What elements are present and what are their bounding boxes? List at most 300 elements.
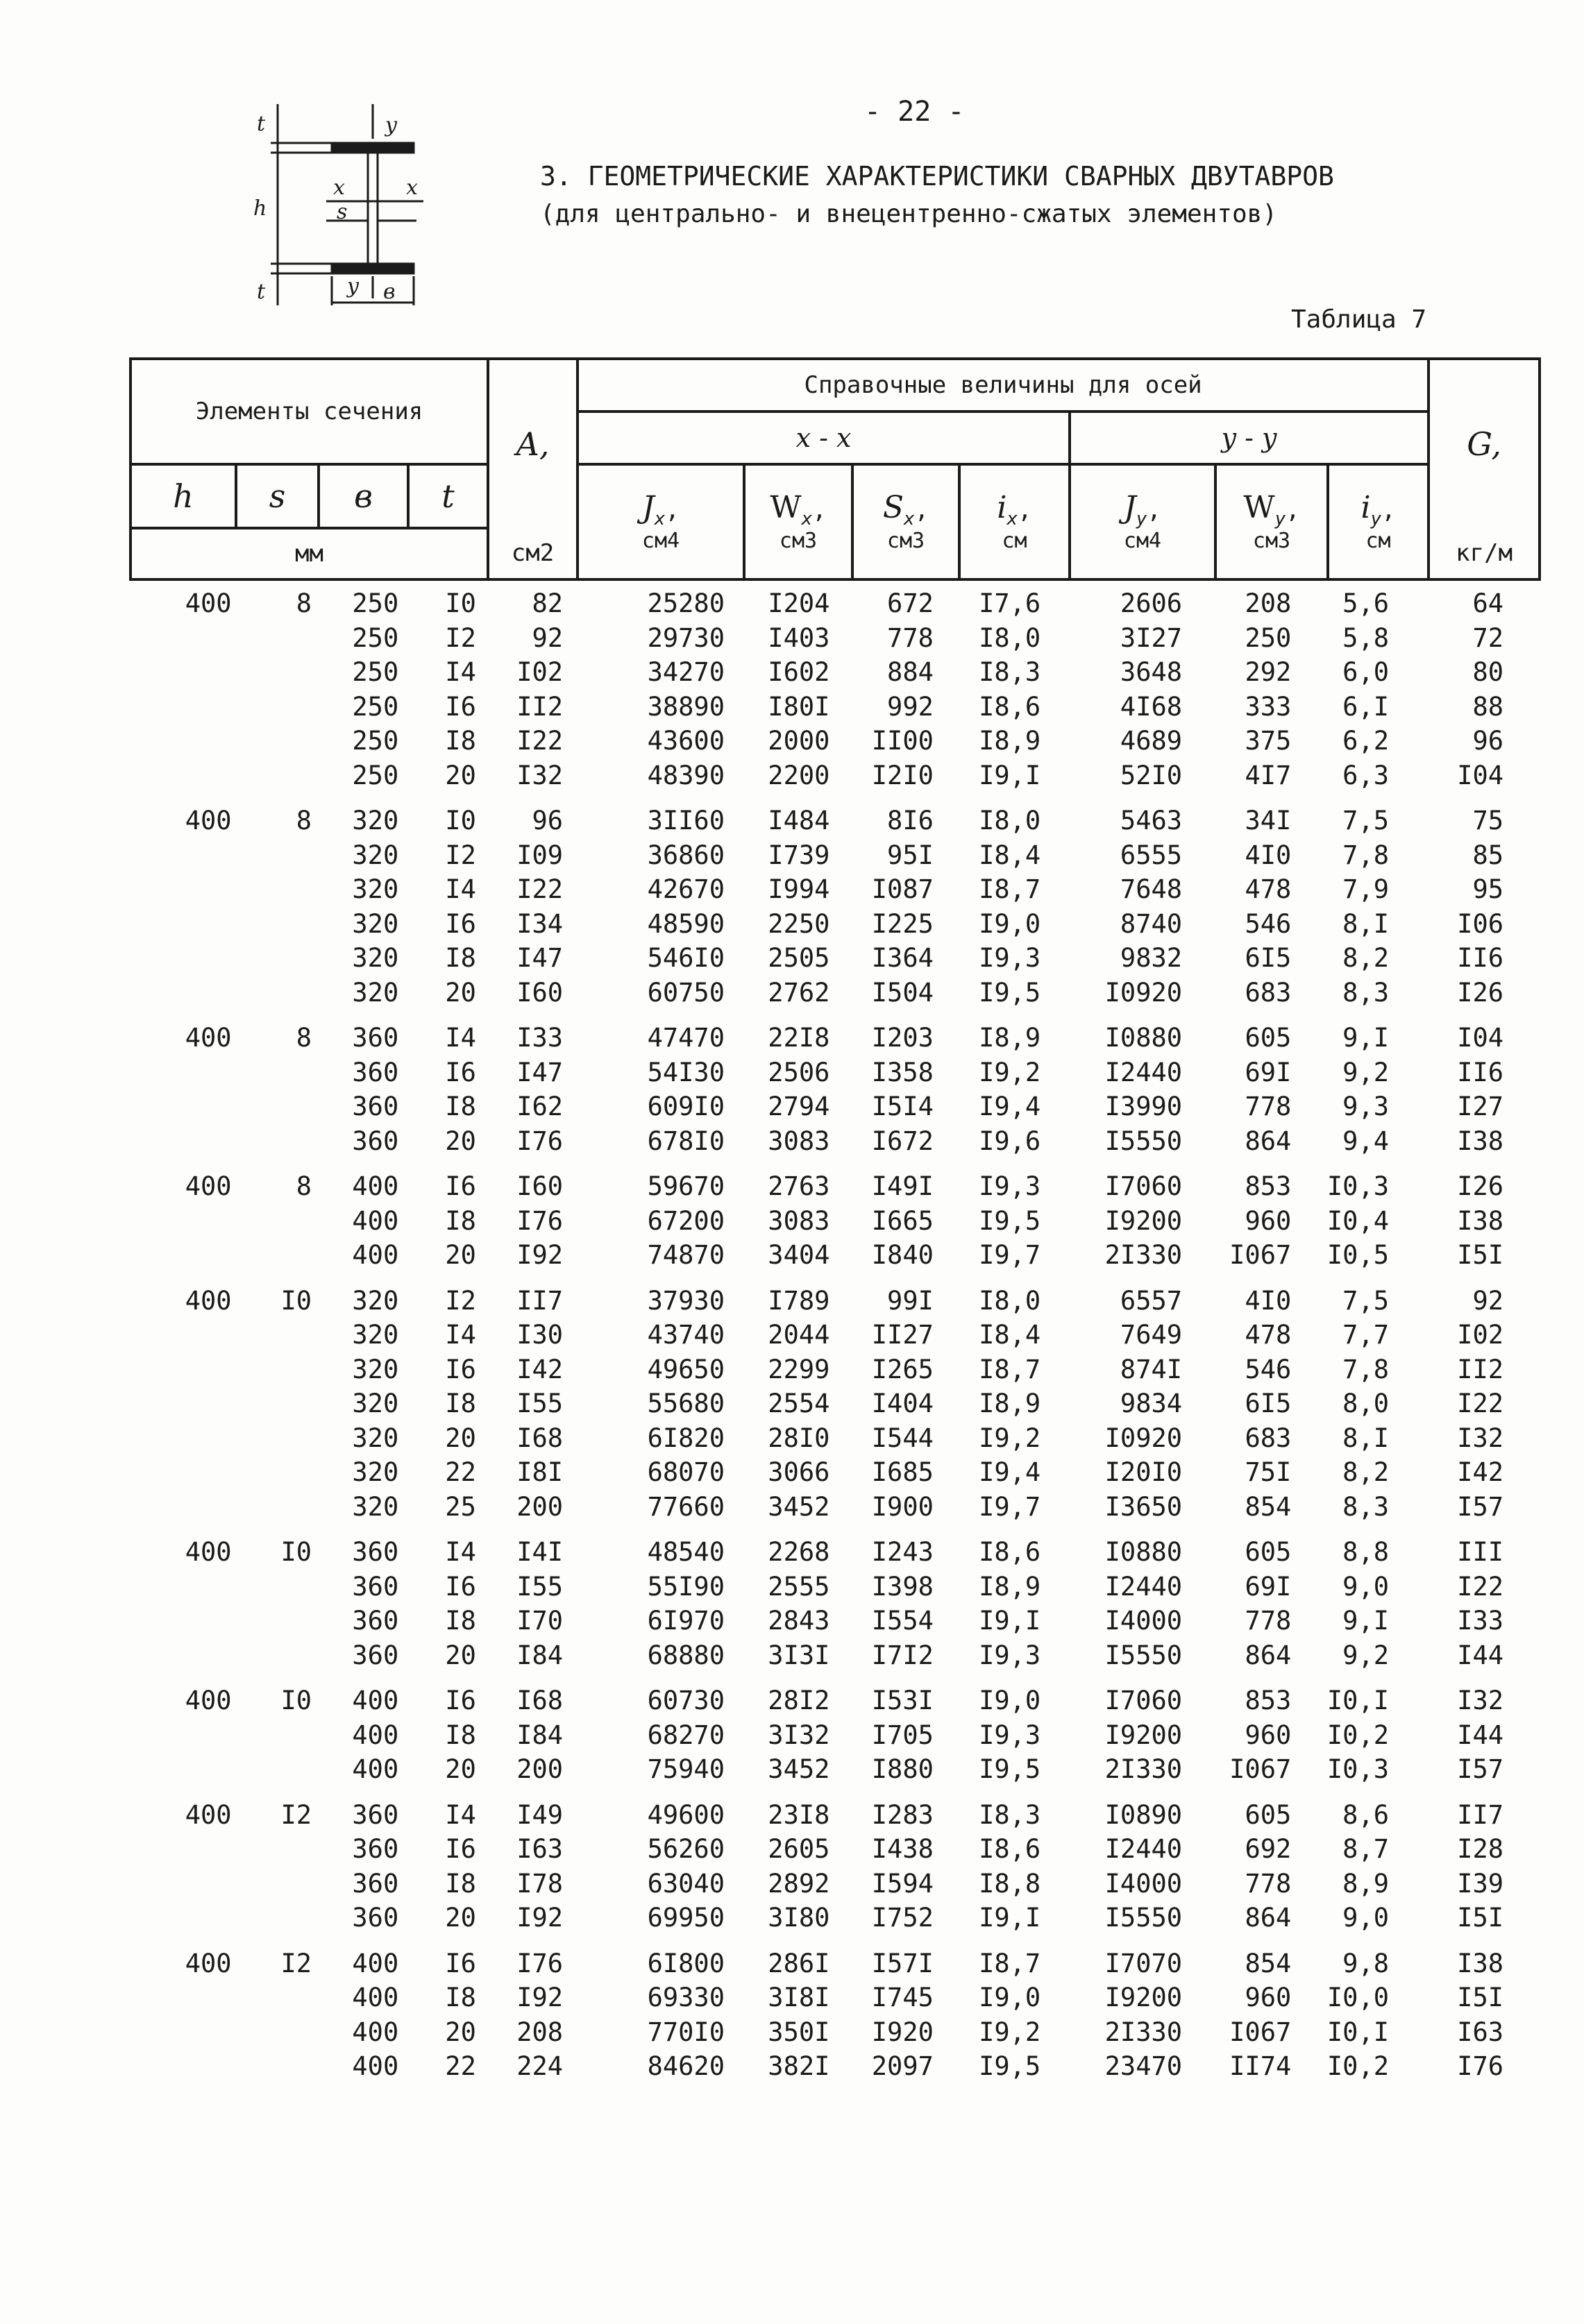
table-cell: I22 [516,874,564,905]
table-cell: I63 [516,1834,564,1865]
table-cell: 43600 [647,726,725,756]
header-ix: $i_x$, см [959,464,1070,579]
table-cell: I09 [516,840,564,870]
table-cell: 6,2 [1342,726,1389,756]
table-cell: 2I330 [1104,1754,1183,1785]
table-cell: 6,3 [1342,760,1389,790]
table-cell: I6 [445,1171,476,1202]
table-cell: 2605 [768,1834,830,1865]
table-cell: I840 [871,1240,934,1271]
table-cell: II74 [1229,2051,1292,2082]
table-cell: 9834 [1120,1389,1183,1419]
table-cell: I739 [768,840,830,870]
table-cell: I8,3 [979,1799,1041,1830]
table-cell: I3990 [1104,1092,1183,1122]
table-cell: I22 [1457,1571,1503,1602]
table-cell: 360 [352,1606,399,1636]
table-cell: 7649 [1120,1320,1183,1350]
table-cell: 400 [352,2017,399,2047]
table-cell: I067 [1229,1754,1292,1785]
table-cell: I2I0 [871,760,934,790]
header-axis-x: x - x [578,412,1070,464]
table-cell: I0880 [1104,1537,1183,1568]
table-cell: 3083 [768,1126,830,1156]
table-cell: I9,0 [979,908,1041,939]
table-cell: 82 [532,588,564,619]
table-cell: I9200 [1104,1983,1183,2013]
table-cell: I8,7 [979,874,1041,905]
table-cell: I6 [445,1948,476,1978]
table-cell: I9,I [979,1903,1041,1933]
table-cell: I9,6 [979,1126,1041,1156]
table-row [129,1490,1503,1525]
table-cell: 778 [1245,1868,1292,1899]
table-cell: 360 [352,1023,399,1053]
diagram-label-x-left: x [333,176,345,200]
table-cell: 6,0 [1342,657,1389,688]
table-row [129,1638,1503,1673]
table-cell: I594 [871,1868,934,1899]
table-cell: 350I [768,2017,830,2047]
table-cell: 320 [352,1491,399,1522]
table-cell: II7 [1457,1799,1503,1830]
table-cell: I920 [871,2017,934,2047]
diagram-label-t-bottom: t [257,280,266,304]
table-cell: 778 [887,622,934,653]
table-cell: I5550 [1104,1640,1183,1670]
table-cell: 2763 [768,1171,830,1202]
table-cell: 546 [1245,1354,1292,1384]
table-cell: 360 [352,1092,399,1122]
table-cell: 42670 [647,874,725,905]
table-cell: 208 [516,2017,564,2047]
table-cell: 375 [1245,726,1292,756]
table-cell: 63040 [647,1868,725,1899]
header-Sx: $S_x$, см3 [852,464,959,579]
table-cell: I76 [516,1948,564,1978]
table-cell: I0920 [1104,977,1183,1008]
table-cell: 75 [1472,806,1503,836]
table-cell: 3I8I [768,1983,830,2013]
table-row [129,1683,1503,1718]
table-cell: 9,3 [1342,1092,1389,1122]
header-unit-kgm: кг/м [1429,528,1540,579]
row-group [129,1683,1503,1787]
table-cell: I7I2 [871,1640,934,1670]
table-cell: 360 [352,1571,399,1602]
table-cell: I8 [445,1205,476,1236]
table-cell: I4 [445,1537,476,1568]
table-cell: I76 [516,1205,564,1236]
row-group [129,1946,1503,2084]
table-cell: 74870 [647,1240,725,1271]
table-row [129,1455,1503,1490]
table-cell: 8,0 [1342,1389,1389,1419]
table-row [129,758,1503,793]
table-cell: 874I [1120,1354,1183,1384]
table-cell: I76 [516,1126,564,1156]
table-cell: 2606 [1120,588,1183,619]
table-cell: 88 [1472,691,1503,722]
table-cell: 4I68 [1120,691,1183,722]
table-cell: 3066 [768,1457,830,1488]
row-group [129,1169,1503,1273]
table-cell: 400 [352,1205,399,1236]
table-cell: 20 [445,1423,476,1453]
table-cell: I994 [768,874,830,905]
table-cell: I8,9 [979,1023,1041,1053]
table-cell: I8 [445,1868,476,1899]
table-cell: I04 [1457,1023,1503,1053]
table-cell: 3404 [768,1240,830,1271]
table-row [129,907,1503,942]
table-cell: I32 [516,760,564,790]
table-cell: I44 [1457,1720,1503,1750]
table-cell: 8,2 [1342,1457,1389,1488]
table-cell: 320 [352,943,399,974]
table-cell: 9,0 [1342,1571,1389,1602]
table-row [129,690,1503,724]
table-cell: 8 [296,588,312,619]
table-cell: 25 [445,1491,476,1522]
table-cell: 2762 [768,977,830,1008]
table-cell: 5,8 [1342,622,1389,653]
table-cell: I283 [871,1799,934,1830]
table-cell: 69330 [647,1983,725,2013]
table-cell: 7,9 [1342,874,1389,905]
table-cell: I204 [768,588,830,619]
table-caption: Таблица 7 [1291,305,1427,334]
table-cell: 3452 [768,1754,830,1785]
table-cell: I8,6 [979,1537,1041,1568]
table-cell: I55 [516,1389,564,1419]
table-cell: I6 [445,1354,476,1384]
table-cell: 36860 [647,840,725,870]
table-cell: I6 [445,691,476,722]
table-cell: I68 [516,1423,564,1453]
table-row [129,1021,1503,1055]
table-cell: 683 [1245,977,1292,1008]
title-block [540,161,1334,228]
table-cell: I26 [1457,977,1503,1008]
table-cell: I8 [445,726,476,756]
table-cell: I789 [768,1285,830,1316]
table-cell: I22 [516,726,564,756]
table-cell: I8 [445,1092,476,1122]
table-cell: 400 [352,1948,399,1978]
table-row [129,724,1503,758]
diagram-label-b: в [383,280,396,304]
table-cell: 7,5 [1342,1285,1389,1316]
table-row [129,1832,1503,1867]
table-cell: I8I [516,1457,564,1488]
table-cell: I2 [280,1948,312,1978]
table-cell: I57 [1457,1491,1503,1522]
table-cell: I9,2 [979,1057,1041,1087]
table-cell: I745 [871,1983,934,2013]
table-cell: 382I [768,2051,830,2082]
table-cell: I78 [516,1868,564,1899]
header-t: t [408,464,488,528]
table-cell: I02 [1457,1320,1503,1350]
table-cell: 4I7 [1245,760,1292,790]
table-cell: 60730 [647,1686,725,1716]
table-cell: 864 [1245,1903,1292,1933]
table-cell: I4 [445,657,476,688]
table-row [129,1124,1503,1159]
table-row [129,1867,1503,1901]
header-unit-mm: мм [130,528,488,579]
table-cell: 320 [352,1457,399,1488]
table-cell: 20 [445,2017,476,2047]
table-header [129,357,1513,581]
table-cell: I84 [516,1720,564,1750]
table-cell: I9,4 [979,1092,1041,1122]
table-cell: I6 [445,1686,476,1716]
diagram-label-s: s [337,200,348,224]
table-cell: 75940 [647,1754,725,1785]
table-cell: 320 [352,977,399,1008]
table-row [129,1901,1503,1935]
table-cell: I0,I [1326,1686,1389,1716]
table-cell: I4 [445,1799,476,1830]
table-subtitle: (для центрально- и внецентренно-сжатых элементов) [540,200,1278,228]
table-cell: 85 [1472,840,1503,870]
table-cell: 286I [768,1948,830,1978]
table-cell: I38 [1457,1126,1503,1156]
table-cell: 23I8 [768,1799,830,1830]
table-cell: I8,0 [979,806,1041,836]
table-cell: 20 [445,1640,476,1670]
table-cell: I60 [516,977,564,1008]
table-cell: I9200 [1104,1205,1183,1236]
table-cell: 8,7 [1342,1834,1389,1865]
table-cell: 292 [1245,657,1292,688]
table-cell: 20 [445,1126,476,1156]
table-cell: II6 [1457,1057,1503,1087]
table-row [129,872,1503,907]
table-cell: I9,7 [979,1240,1041,1271]
table-cell: I39 [1457,1868,1503,1899]
table-cell: 75I [1245,1457,1292,1488]
table-cell: 250 [352,622,399,653]
table-cell: 320 [352,840,399,870]
table-cell: 2097 [871,2051,934,2082]
table-cell: I403 [768,622,830,653]
table-cell: II2 [1457,1354,1503,1384]
diagram-label-x-right: x [406,176,418,200]
table-cell: I4 [445,1320,476,1350]
table-cell: 3II60 [647,806,725,836]
table-cell: I225 [871,908,934,939]
table-cell: 692 [1245,1834,1292,1865]
table-cell: 250 [352,691,399,722]
table-cell: 95I [887,840,934,870]
table-cell: 400 [185,1948,232,1978]
table-row [129,941,1503,976]
table-cell: I55 [516,1571,564,1602]
table-cell: I63 [1457,2017,1503,2047]
table-cell: 853 [1245,1686,1292,1716]
table-cell: 884 [887,657,934,688]
row-group [129,586,1503,792]
table-cell: 5,6 [1342,588,1389,619]
table-cell: 20 [445,760,476,790]
table-cell: 200 [516,1754,564,1785]
diagram-label-y-bottom: y [347,274,359,298]
table-cell: I9,0 [979,1983,1041,2013]
table-cell: 8,9 [1342,1868,1389,1899]
table-cell: 9832 [1120,943,1183,974]
table-cell: 2506 [768,1057,830,1087]
table-cell: 80 [1472,657,1503,688]
table-cell: I9,5 [979,1205,1041,1236]
row-group [129,804,1503,1010]
table-cell: I9,4 [979,1457,1041,1488]
table-cell: 960 [1245,1983,1292,2013]
table-cell: I2 [445,840,476,870]
table-cell: I76 [1457,2051,1503,2082]
table-cell: 400 [185,806,232,836]
table-cell: 7,7 [1342,1320,1389,1350]
table-cell: 2843 [768,1606,830,1636]
table-cell: I9200 [1104,1720,1183,1750]
table-cell: 400 [185,1537,232,1568]
row-group [129,1798,1503,1935]
table-cell: I8,9 [979,1571,1041,1602]
table-cell: I5550 [1104,1903,1183,1933]
table-cell: 37930 [647,1285,725,1316]
table-row [129,621,1503,656]
table-cell: 56260 [647,1834,725,1865]
table-cell: 960 [1245,1205,1292,1236]
table-cell: 67200 [647,1205,725,1236]
table-cell: I9,3 [979,943,1041,974]
table-cell: 2I330 [1104,2017,1183,2047]
table-cell: 864 [1245,1126,1292,1156]
table-cell: I6 [445,908,476,939]
table-cell: I398 [871,1571,934,1602]
table-row [129,1570,1503,1604]
table-cell: I0,4 [1326,1205,1389,1236]
table-cell: I9,7 [979,1491,1041,1522]
table-cell: 2794 [768,1092,830,1122]
table-cell: 47470 [647,1023,725,1053]
table-cell: 8,3 [1342,1491,1389,1522]
table-row [129,1318,1503,1352]
table-cell: I80I [768,691,830,722]
table-cell: 208 [1245,588,1292,619]
table-cell: II6 [1457,943,1503,974]
table-cell: 2250 [768,908,830,939]
table-cell: I7070 [1104,1948,1183,1978]
table-cell: 360 [352,1126,399,1156]
table-cell: 478 [1245,1320,1292,1350]
table-cell: 250 [352,657,399,688]
table-cell: 250 [1245,622,1292,653]
table-cell: 320 [352,806,399,836]
table-cell: 546 [1245,908,1292,939]
table-cell: I6 [445,1571,476,1602]
table-cell: 992 [887,691,934,722]
table-cell: I57I [871,1948,934,1978]
header-Wy: $W_y$, см3 [1215,464,1328,579]
table-cell: I53I [871,1686,934,1716]
table-cell: 7648 [1120,874,1183,905]
table-cell: I203 [871,1023,934,1053]
table-cell: 8,I [1342,908,1389,939]
table-cell: I57 [1457,1754,1503,1785]
row-group [129,1021,1503,1158]
table-cell: I06 [1457,908,1503,939]
page-number: - 22 - [864,96,965,128]
header-Jx: $J_x$, см4 [578,464,744,579]
table-cell: I60 [516,1171,564,1202]
table-cell: I4 [445,874,476,905]
table-cell: I2440 [1104,1571,1183,1602]
table-cell: 605 [1245,1799,1292,1830]
table-cell: 20 [445,1240,476,1271]
table-cell: 400 [352,1983,399,2013]
table-cell: I8,4 [979,1320,1041,1350]
table-cell: 200 [516,1491,564,1522]
table-cell: 9,I [1342,1606,1389,1636]
table-cell: 672 [887,588,934,619]
header-iy: $i_y$, см [1328,464,1429,579]
table-cell: I438 [871,1834,934,1865]
table-cell: 400 [185,1686,232,1716]
table-row [129,804,1503,838]
header-unit-cm2: см2 [488,528,578,579]
table-cell: 8740 [1120,908,1183,939]
table-cell: 8 [296,1171,312,1202]
table-row [129,1284,1503,1318]
table-cell: I8,0 [979,622,1041,653]
table-cell: 8,8 [1342,1537,1389,1568]
table-cell: 2892 [768,1868,830,1899]
table-cell: I2 [280,1799,312,1830]
table-cell: 54I30 [647,1057,725,1087]
table-cell: 2I330 [1104,1240,1183,1271]
table-cell: 6557 [1120,1285,1183,1316]
table-cell: 7,8 [1342,1354,1389,1384]
table-row [129,1535,1503,1570]
table-cell: I0,3 [1326,1171,1389,1202]
table-cell: I5I4 [871,1092,934,1122]
table-cell: I42 [1457,1457,1503,1488]
table-cell: 68270 [647,1720,725,1750]
table-cell: I02 [516,657,564,688]
table-cell: I9,3 [979,1640,1041,1670]
table-cell: I067 [1229,2017,1292,2047]
table-cell: 854 [1245,1491,1292,1522]
table-cell: I9,2 [979,2017,1041,2047]
table-row [129,1421,1503,1456]
table-cell: I0 [280,1285,312,1316]
table-row [129,1352,1503,1387]
table-cell: 605 [1245,1023,1292,1053]
table-cell: 8I6 [887,806,934,836]
table-cell: 8 [296,1023,312,1053]
table-cell: II00 [871,726,934,756]
table-cell: I8,7 [979,1354,1041,1384]
table-cell: 4I0 [1245,840,1292,870]
table-cell: I4I [516,1537,564,1568]
table-cell: I0 [445,588,476,619]
table-cell: I62 [516,1092,564,1122]
table-cell: 20 [445,977,476,1008]
table-cell: 48390 [647,760,725,790]
